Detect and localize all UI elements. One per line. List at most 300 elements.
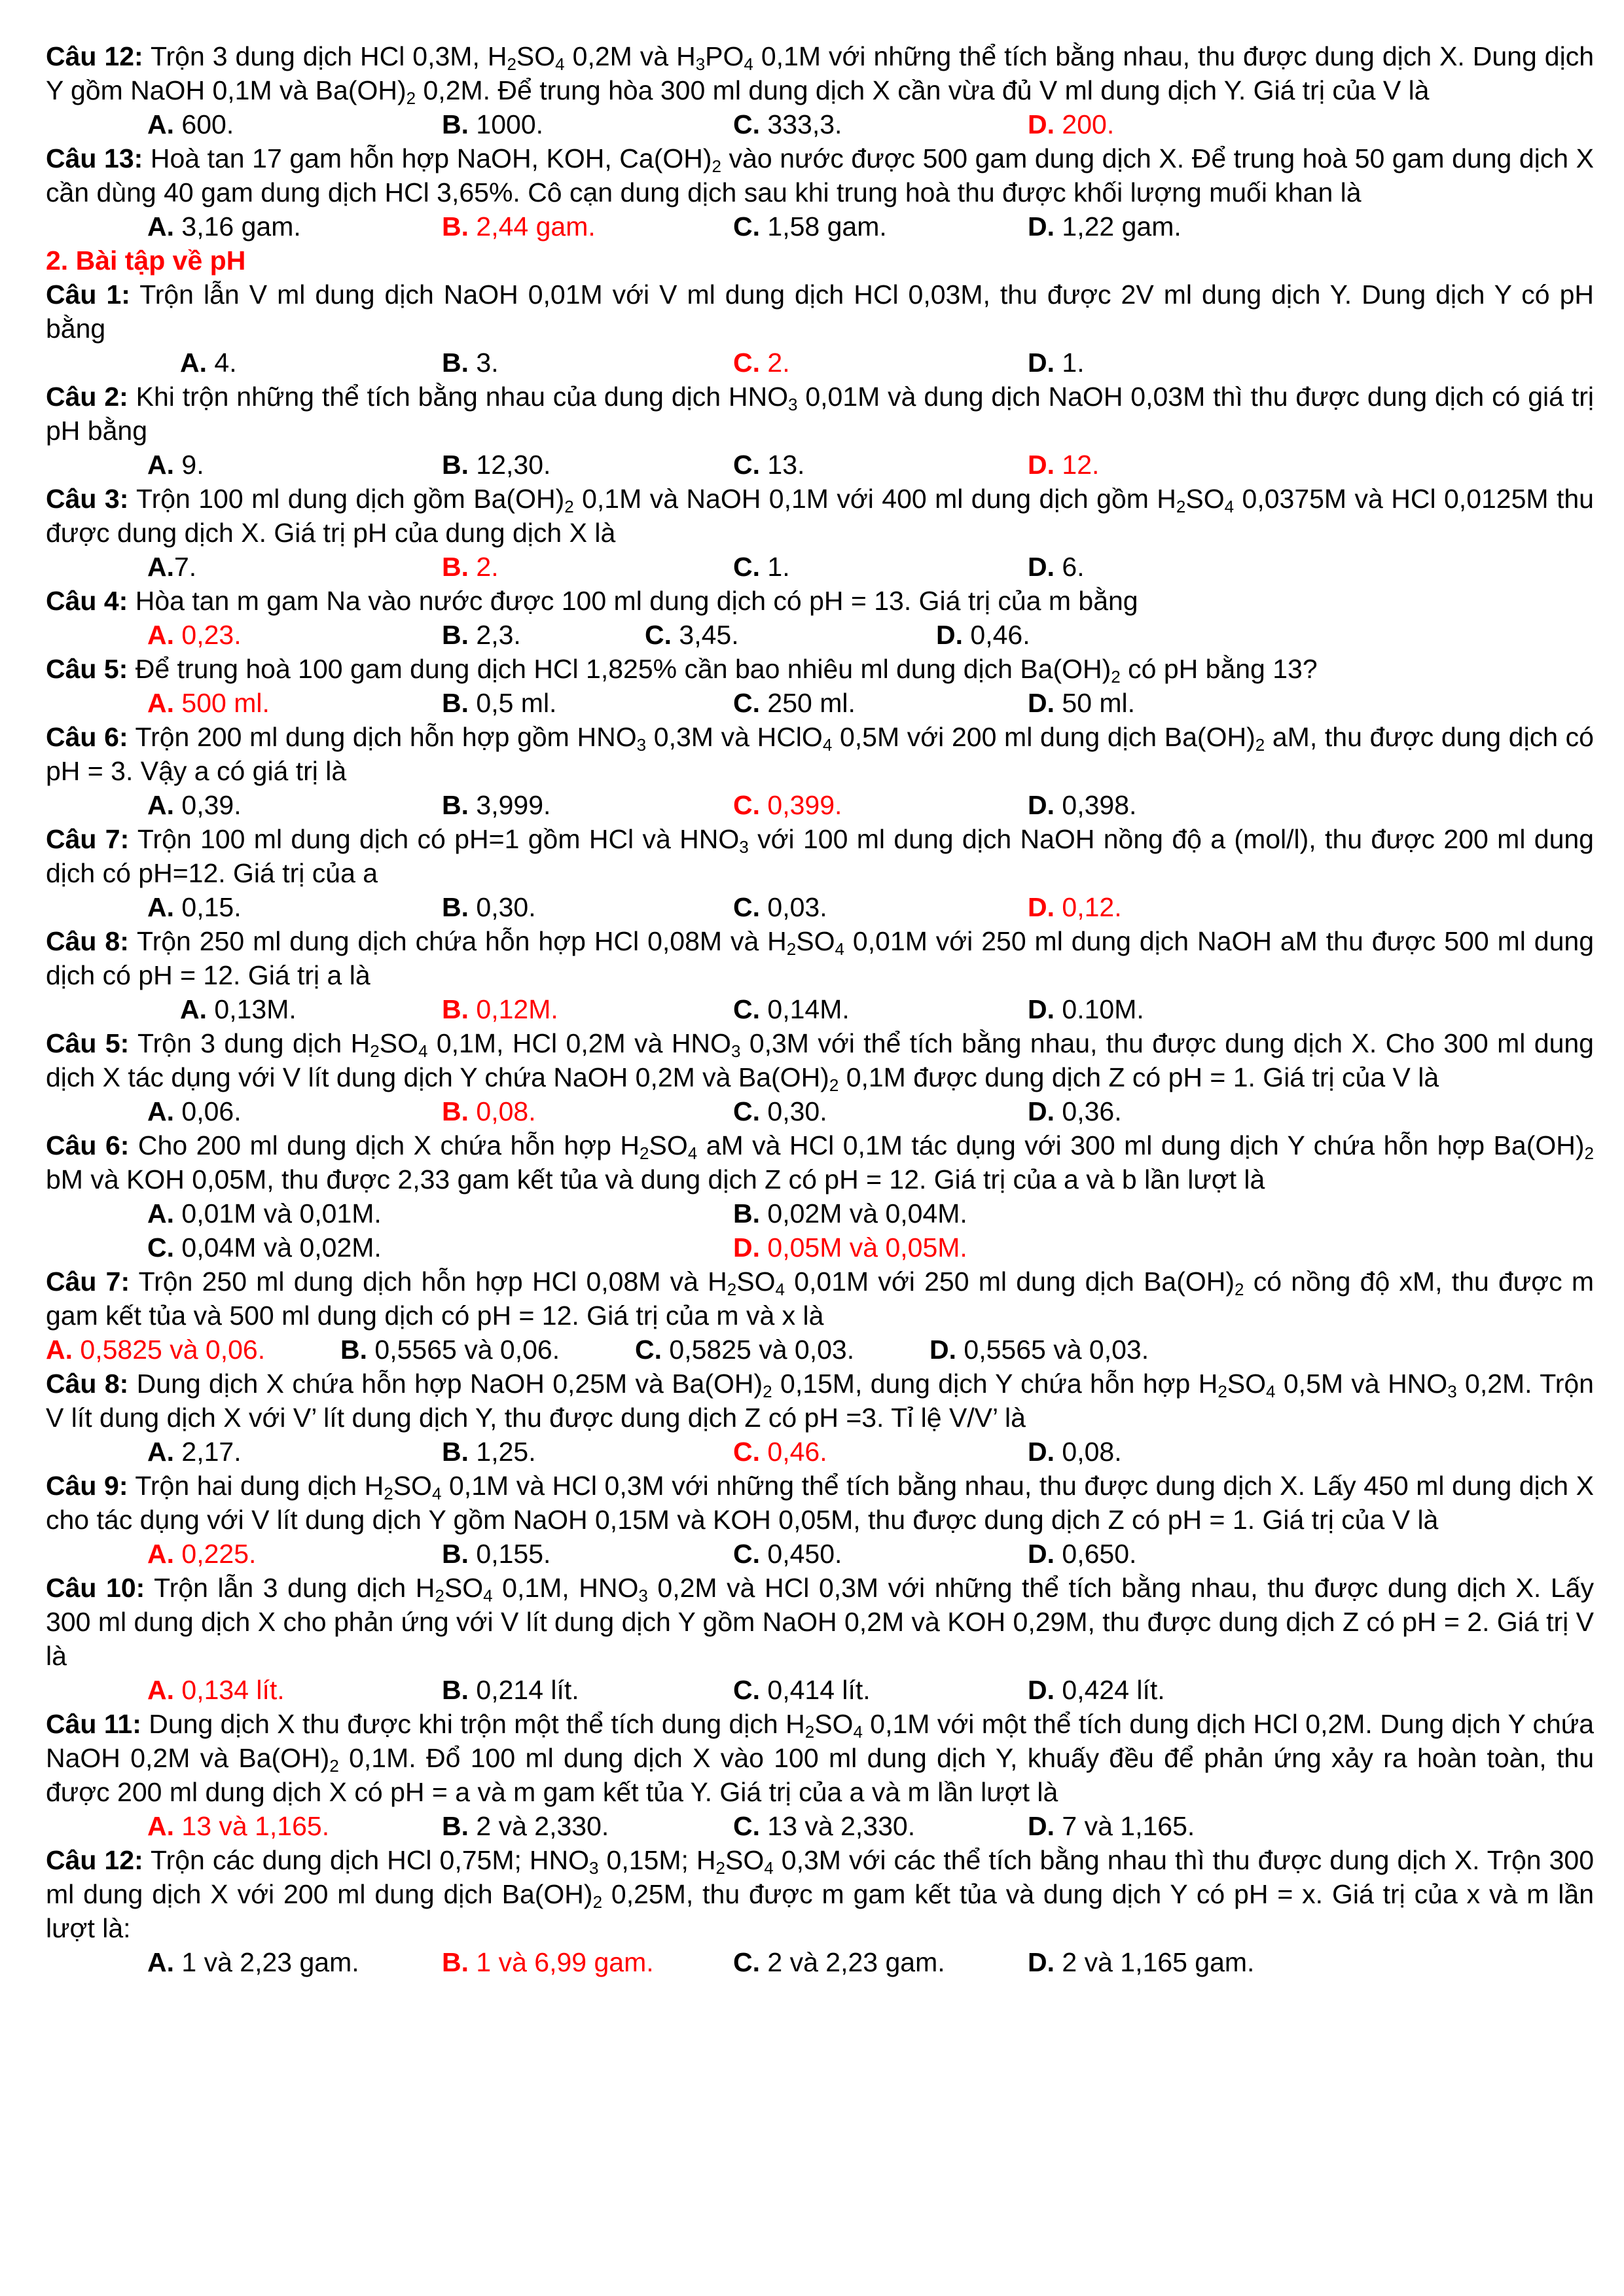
option-text: 13. (767, 450, 805, 480)
answer-option-b (442, 788, 550, 822)
answer-option-d (1028, 1809, 1195, 1843)
answer-option-a (147, 890, 242, 924)
option-text: 1. (767, 552, 790, 582)
answer-option-d (936, 618, 1030, 652)
option-text: 2 và 2,23 gam. (767, 1947, 945, 1977)
answer-option-d (1028, 686, 1135, 720)
answer-option-a (147, 107, 234, 141)
option-letter: C. (733, 552, 760, 582)
answer-option-a (147, 618, 242, 652)
option-letter: B. (442, 348, 469, 378)
answer-option-d (733, 1230, 967, 1265)
answer-option-c (733, 448, 804, 482)
option-letter: B. (442, 211, 469, 242)
answer-option-d (1028, 1945, 1254, 1979)
option-text: 0,214 lít. (476, 1675, 579, 1705)
option-text: 0.10M. (1062, 994, 1144, 1024)
option-letter: B. (442, 892, 469, 922)
question-stem (46, 1026, 1594, 1094)
question-text: Dung dịch X chứa hỗn hợp NaOH 0,25M và $Ba(OH)_2$ 0,15M, dung dịch Y chứa hỗn hợp $H_2SO_4$ 0,5M và $HNO_3$ 0,2M. Trộn V lít dung dịch X với V’ lít dung dịch Y, thu được dung dịch Z có pH =3. Tỉ lệ V/V’ là (46, 1369, 1594, 1433)
answer-option-b (442, 209, 596, 243)
answer-option-d (1028, 890, 1122, 924)
question-number: Câu 1: (46, 279, 130, 310)
option-letter: B. (442, 1096, 469, 1126)
question-number: Câu 5: (46, 654, 128, 684)
option-letter: C. (733, 211, 760, 242)
option-text: 2,17. (181, 1437, 242, 1467)
option-letter: D. (1028, 109, 1055, 139)
option-letter: D. (733, 1232, 760, 1263)
question-block (46, 482, 1594, 584)
answer-option-d (1028, 788, 1136, 822)
question-block (46, 1707, 1594, 1843)
option-letter: C. (645, 620, 672, 650)
option-letter: B. (442, 450, 469, 480)
option-letter: A. (147, 790, 174, 820)
question-text: Trộn 100 ml dung dịch có pH=1 gồm HCl và $HNO_3$ với 100 ml dung dịch NaOH nồng độ a (mol/l), thu được 200 ml dung dịch có pH=12. Giá trị của a (46, 824, 1594, 888)
option-text: 2,3. (476, 620, 521, 650)
option-text: 12. (1062, 450, 1100, 480)
option-text: 2 và 2,330. (476, 1811, 609, 1841)
answer-option-a (147, 1809, 329, 1843)
option-letter: A. (147, 1947, 174, 1977)
option-letter: D. (1028, 688, 1055, 718)
answer-option-c (733, 209, 887, 243)
option-text: 0,36. (1062, 1096, 1122, 1126)
options-row (46, 788, 1594, 822)
option-text: 13 và 1,165. (181, 1811, 330, 1841)
answer-option-b (442, 992, 558, 1026)
option-text: 0,12. (1062, 892, 1122, 922)
answer-option-c (733, 788, 842, 822)
question-text: Hòa tan m gam Na vào nước được 100 ml dung dịch có pH = 13. Giá trị của m bằng (135, 586, 1138, 616)
question-block (46, 1843, 1594, 1979)
answer-option-c (733, 992, 850, 1026)
option-letter: C. (733, 1811, 760, 1841)
option-text: 0,14M. (767, 994, 850, 1024)
question-block (46, 1367, 1594, 1469)
option-letter: D. (1028, 552, 1055, 582)
option-letter: D. (1028, 1539, 1055, 1569)
option-text: 250 ml. (767, 688, 856, 718)
options-row (46, 1945, 1594, 1979)
option-letter: A. (147, 1437, 174, 1467)
question-block (46, 1026, 1594, 1128)
question-text: Hoà tan 17 gam hỗn hợp NaOH, KOH, $Ca(OH)_2$ vào nước được 500 gam dung dịch X. Để trung hoà 50 gam dung dịch X cần dùng 40 gam dung dịch HCl 3,65%. Cô cạn dung dịch sau khi trung hoà thu được khối lượng muối khan là (46, 143, 1595, 207)
options-row (46, 448, 1594, 482)
question-text: Trộn 200 ml dung dịch hỗn hợp gồm $HNO_3$ 0,3M và HClO$_4$ 0,5M với 200 ml dung dịch $Ba(OH)_2$ aM, thu được dung dịch có pH = 3. Vậy a có giá trị là (46, 722, 1594, 786)
option-letter: A. (147, 109, 174, 139)
answer-option-b (340, 1333, 560, 1367)
option-letter: D. (1028, 892, 1055, 922)
question-number: Câu 9: (46, 1471, 128, 1501)
option-letter: C. (733, 109, 760, 139)
question-number: Câu 6: (46, 1130, 130, 1160)
options-row (46, 1435, 1594, 1469)
option-text: 0,225. (181, 1539, 257, 1569)
question-stem (46, 720, 1594, 788)
option-letter: B. (442, 109, 469, 139)
answer-option-b (442, 618, 521, 652)
option-letter: B. (442, 620, 469, 650)
options-row (46, 1333, 1594, 1367)
option-text: 2. (476, 552, 499, 582)
option-text: 7. (174, 552, 197, 582)
answer-option-a (147, 550, 196, 584)
answer-option-d (1028, 1673, 1165, 1707)
option-letter: D. (1028, 1811, 1055, 1841)
answer-option-a (147, 686, 270, 720)
question-number: Câu 4: (46, 586, 128, 616)
option-text: 0,06. (181, 1096, 242, 1126)
options-row (46, 1230, 1594, 1265)
option-letter: B. (442, 1811, 469, 1841)
answer-option-d (929, 1333, 1149, 1367)
question-number: Câu 10: (46, 1573, 145, 1603)
option-text: 7 và 1,165. (1062, 1811, 1195, 1841)
option-letter: B. (340, 1335, 367, 1365)
option-letter: A. (147, 1539, 174, 1569)
option-text: 1000. (476, 109, 544, 139)
option-letter: A. (147, 1096, 174, 1126)
option-letter: C. (733, 348, 760, 378)
question-stem (46, 1571, 1594, 1673)
question-text: Trộn 250 ml dung dịch hỗn hợp HCl 0,08M và $H_2SO_4$ 0,01M với 250 ml dung dịch $Ba(OH)_2$ có nồng độ xM, thu được m gam kết tủa và 500 ml dung dịch có pH = 12. Giá trị của m và x là (46, 1266, 1594, 1331)
option-text: 0,39. (181, 790, 242, 820)
option-letter: D. (1028, 450, 1055, 480)
option-letter: A. (147, 1675, 174, 1705)
option-text: 1,58 gam. (767, 211, 887, 242)
question-text: Để trung hoà 100 gam dung dịch HCl 1,825% cần bao nhiêu ml dung dịch $Ba(OH)_2$ có pH bằng 13? (135, 654, 1318, 687)
question-text: Trộn các dung dịch HCl 0,75M; $HNO_3$ 0,15M; $H_2SO_4$ 0,3M với các thể tích bằng nhau thì thu được dung dịch X. Trộn 300 ml dung dịch X với 200 ml dung dịch $Ba(OH)_2$ 0,25M, thu được m gam kết tủa và dung dịch Y có pH = x. Giá trị của x và m lần lượt là: (46, 1845, 1595, 1943)
answer-option-d (1028, 346, 1085, 380)
answer-option-b (442, 1809, 609, 1843)
option-text: 6. (1062, 552, 1085, 582)
option-text: 0,46. (970, 620, 1030, 650)
option-text: 0,08. (476, 1096, 536, 1126)
answer-option-c (733, 107, 842, 141)
question-number: Câu 12: (46, 1845, 143, 1875)
options-row (46, 1673, 1594, 1707)
question-block (46, 924, 1594, 1026)
option-text: 2. (767, 348, 790, 378)
question-number: Câu 2: (46, 382, 128, 412)
question-stem (46, 652, 1594, 686)
option-letter: D. (1028, 1947, 1055, 1977)
option-letter: C. (733, 1947, 760, 1977)
answer-option-c (733, 1945, 945, 1979)
answer-option-b (442, 686, 556, 720)
answer-option-d (1028, 992, 1144, 1026)
answer-option-a (147, 1196, 382, 1230)
option-letter: B. (442, 1539, 469, 1569)
option-text: 0,02M và 0,04M. (767, 1198, 967, 1229)
option-letter: B. (442, 1675, 469, 1705)
option-letter: D. (1028, 790, 1055, 820)
question-number: Câu 11: (46, 1709, 141, 1739)
question-number: Câu 7: (46, 824, 130, 854)
answer-option-a (180, 992, 297, 1026)
answer-option-c (733, 1094, 827, 1128)
question-text: Trộn lẫn 3 dung dịch $H_2SO_4$ 0,1M, $HNO_3$ 0,2M và HCl 0,3M với những thể tích bằng nhau, thu được dung dịch X. Lấy 300 ml dung dịch X cho phản ứng với V lít dung dịch Y gồm NaOH 0,2M và KOH 0,29M, thu được dung dịch Z có pH = 2. Giá trị V là (46, 1573, 1594, 1671)
option-text: 1,25. (476, 1437, 536, 1467)
options-row (46, 890, 1594, 924)
question-text: Trộn 100 ml dung dịch gồm $Ba(OH)_2$ 0,1M và NaOH 0,1M với 400 ml dung dịch gồm $H_2SO_4$ 0,0375M và HCl 0,0125M thu được dung dịch X. Giá trị pH của dung dịch X là (46, 484, 1594, 548)
question-text: Khi trộn những thể tích bằng nhau của dung dịch $HNO_3$ 0,01M và dung dịch NaOH 0,03M thì thu được dung dịch có giá trị pH bằng (46, 382, 1594, 446)
option-letter: D. (1028, 1096, 1055, 1126)
question-stem (46, 482, 1594, 550)
option-letter: D. (1028, 211, 1055, 242)
option-text: 500 ml. (181, 688, 270, 718)
answer-option-c (733, 686, 856, 720)
options-row (46, 1094, 1594, 1128)
option-text: 2,44 gam. (476, 211, 596, 242)
option-text: 1. (1062, 348, 1085, 378)
answer-option-a (147, 1094, 242, 1128)
options-row (46, 346, 1594, 380)
option-letter: B. (442, 552, 469, 582)
option-text: 0,13M. (214, 994, 297, 1024)
question-text: Cho 200 ml dung dịch X chứa hỗn hợp $H_2SO_4$ aM và HCl 0,1M tác dụng với 300 ml dung dịch Y chứa hỗn hợp $Ba(OH)_2$ bM và KOH 0,05M, thu được 2,33 gam kết tủa và dung dịch Z có pH = 12. Giá trị của a và b lần lượt là (46, 1130, 1594, 1194)
answer-option-a (147, 1435, 242, 1469)
answer-option-a (147, 1537, 256, 1571)
question-stem (46, 1367, 1594, 1435)
option-letter: C. (733, 790, 760, 820)
answer-option-d (1028, 550, 1085, 584)
option-letter: A. (147, 211, 174, 242)
option-text: 0,46. (767, 1437, 827, 1467)
option-letter: A. (147, 552, 174, 582)
option-text: 3,16 gam. (181, 211, 301, 242)
option-letter: A. (147, 1198, 174, 1229)
question-block (46, 822, 1594, 924)
option-letter: B. (442, 1947, 469, 1977)
options-row (46, 618, 1594, 652)
question-text: Trộn 3 dung dịch HCl 0,3M, $H_2SO_4$ 0,2M và $H_3PO_4$ 0,1M với những thể tích bằng nhau, thu được dung dịch X. Dung dịch Y gồm NaOH 0,1M và $Ba(OH)_2$ 0,2M. Để trung hòa 300 ml dung dịch X cần vừa đủ V ml dung dịch Y. Giá trị của V là (46, 41, 1595, 108)
question-stem (46, 1128, 1594, 1196)
option-text: 0,450. (767, 1539, 842, 1569)
question-block (46, 652, 1594, 720)
option-text: 0,5 ml. (476, 688, 557, 718)
answer-option-c (733, 1435, 827, 1469)
answer-option-a (147, 1945, 359, 1979)
option-text: 0,5825 và 0,06. (80, 1335, 266, 1365)
question-number: Câu 8: (46, 926, 129, 956)
option-letter: A. (147, 450, 174, 480)
question-block (46, 1265, 1594, 1367)
answer-option-d (1028, 209, 1182, 243)
option-text: 0,134 lít. (181, 1675, 285, 1705)
option-text: 0,04M và 0,02M. (181, 1232, 382, 1263)
question-text: Trộn 3 dung dịch $H_2SO_4$ 0,1M, HCl 0,2M và $HNO_3$ 0,3M với thể tích bằng nhau, thu được dung dịch X. Cho 300 ml dung dịch X tác dụng với V lít dung dịch Y chứa NaOH 0,2M và $Ba(OH)_2$ 0,1M được dung dịch Z có pH = 1. Giá trị của V là (46, 1028, 1594, 1095)
option-letter: A. (147, 1811, 174, 1841)
option-letter: C. (733, 1437, 760, 1467)
answer-option-b (442, 1094, 536, 1128)
question-stem (46, 1469, 1594, 1537)
option-letter: C. (733, 1096, 760, 1126)
option-text: 0,05M và 0,05M. (767, 1232, 967, 1263)
question-number: Câu 5: (46, 1028, 130, 1058)
question-block (46, 1571, 1594, 1707)
option-text: 12,30. (476, 450, 551, 480)
option-text: 0,30. (476, 892, 536, 922)
question-stem (46, 1265, 1594, 1333)
options-row (46, 686, 1594, 720)
options-row (46, 550, 1594, 584)
answer-option-b (733, 1196, 967, 1230)
options-row (46, 1196, 1594, 1230)
question-text: Dung dịch X thu được khi trộn một thể tích dung dịch $H_2SO_4$ 0,1M với một thể tích dung dịch HCl 0,2M. Dung dịch Y chứa NaOH 0,2M và $Ba(OH)_2$ 0,1M. Đổ 100 ml dung dịch X vào 100 ml dung dịch Y, khuấy đều để phản ứng xảy ra hoàn toàn, thu được 200 ml dung dịch X có pH = a và m gam kết tủa Y. Giá trị của a và m lần lượt là (46, 1709, 1595, 1807)
option-letter: A. (180, 348, 207, 378)
answer-option-a (147, 1673, 285, 1707)
answer-option-b (442, 448, 550, 482)
answer-option-a (147, 209, 301, 243)
option-text: 50 ml. (1062, 688, 1136, 718)
question-block (46, 1469, 1594, 1571)
answer-option-c (733, 550, 790, 584)
option-text: 3,45. (679, 620, 739, 650)
option-text: 0,650. (1062, 1539, 1137, 1569)
option-letter: D. (1028, 348, 1055, 378)
option-text: 0,12M. (476, 994, 558, 1024)
question-text: Trộn hai dung dịch $H_2SO_4$ 0,1M và HCl 0,3M với những thể tích bằng nhau, thu được dung dịch X. Lấy 450 ml dung dịch X cho tác dụng với V lít dung dịch Y gồm NaOH 0,15M và KOH 0,05M, thu được dung dịch Z có pH = 1. Giá trị của V là (46, 1471, 1595, 1535)
answer-option-b (442, 1673, 579, 1707)
question-number: Câu 3: (46, 484, 129, 514)
option-letter: A. (147, 892, 174, 922)
answer-option-a (180, 346, 237, 380)
answer-option-d (1028, 1435, 1122, 1469)
option-text: 9. (181, 450, 204, 480)
option-letter: C. (733, 450, 760, 480)
option-text: 13 và 2,330. (767, 1811, 916, 1841)
question-block (46, 380, 1594, 482)
question-block (46, 278, 1594, 380)
answer-option-b (442, 1435, 536, 1469)
question-block (46, 720, 1594, 822)
option-text: 0,398. (1062, 790, 1137, 820)
option-letter: B. (442, 994, 469, 1024)
answer-option-b (442, 890, 536, 924)
question-stem (46, 39, 1594, 107)
answer-option-c (733, 1673, 871, 1707)
option-text: 0,155. (476, 1539, 551, 1569)
answer-option-c (645, 618, 739, 652)
option-letter: D. (1028, 1437, 1055, 1467)
option-text: 0,414 lít. (767, 1675, 871, 1705)
question-text: Trộn lẫn V ml dung dịch NaOH 0,01M với V ml dung dịch HCl 0,03M, thu được 2V ml dung dịch Y. Dung dịch Y có pH bằng (46, 279, 1594, 344)
answer-option-a (46, 1333, 265, 1367)
question-text: Trộn 250 ml dung dịch chứa hỗn hợp HCl 0,08M và $H_2SO_4$ 0,01M với 250 ml dung dịch NaOH aM thu được 500 ml dung dịch có pH = 12. Giá trị a là (46, 926, 1594, 990)
option-letter: D. (1028, 1675, 1055, 1705)
option-text: 0,30. (767, 1096, 827, 1126)
options-row (46, 992, 1594, 1026)
question-stem (46, 380, 1594, 448)
question-stem (46, 1843, 1594, 1945)
question-number: Câu 13: (46, 143, 143, 173)
answer-option-d (1028, 107, 1114, 141)
options-row (46, 209, 1594, 243)
option-letter: B. (733, 1198, 760, 1229)
answer-option-b (442, 1537, 550, 1571)
option-text: 0,01M và 0,01M. (181, 1198, 382, 1229)
option-text: 3. (476, 348, 499, 378)
option-text: 0,08. (1062, 1437, 1122, 1467)
question-stem (46, 822, 1594, 890)
option-text: 0,424 lít. (1062, 1675, 1165, 1705)
option-text: 1,22 gam. (1062, 211, 1182, 242)
option-letter: B. (442, 1437, 469, 1467)
option-letter: D. (1028, 994, 1055, 1024)
question-block (46, 39, 1594, 141)
option-letter: A. (180, 994, 207, 1024)
option-letter: C. (733, 994, 760, 1024)
document-page (46, 39, 1594, 1979)
option-letter: D. (936, 620, 963, 650)
answer-option-d (1028, 1537, 1136, 1571)
answer-option-c (733, 1537, 842, 1571)
options-row (46, 1537, 1594, 1571)
answer-option-c (733, 346, 790, 380)
option-letter: A. (46, 1335, 73, 1365)
option-text: 200. (1062, 109, 1115, 139)
question-number: Câu 7: (46, 1266, 130, 1297)
option-text: 0,5825 và 0,03. (669, 1335, 855, 1365)
question-number: Câu 8: (46, 1369, 129, 1399)
options-row (46, 1809, 1594, 1843)
answer-option-c (733, 890, 827, 924)
question-stem (46, 584, 1594, 618)
answer-option-d (1028, 448, 1099, 482)
option-letter: C. (733, 1539, 760, 1569)
option-text: 1 và 2,23 gam. (181, 1947, 359, 1977)
question-block (46, 141, 1594, 243)
answer-option-b (442, 1945, 654, 1979)
option-letter: A. (147, 620, 174, 650)
question-stem (46, 278, 1594, 346)
option-letter: C. (733, 688, 760, 718)
answer-option-b (442, 550, 499, 584)
option-text: 0,23. (181, 620, 242, 650)
answer-option-d (1028, 1094, 1122, 1128)
option-text: 3,999. (476, 790, 551, 820)
options-row (46, 107, 1594, 141)
question-stem (46, 924, 1594, 992)
option-letter: A. (147, 688, 174, 718)
option-letter: C. (733, 892, 760, 922)
option-text: 0,5565 và 0,03. (964, 1335, 1149, 1365)
option-letter: C. (733, 1675, 760, 1705)
option-letter: B. (442, 688, 469, 718)
question-block (46, 584, 1594, 652)
answer-option-b (442, 107, 543, 141)
option-text: 0,399. (767, 790, 842, 820)
option-text: 600. (181, 109, 234, 139)
question-number: Câu 12: (46, 41, 143, 71)
question-block (46, 1128, 1594, 1265)
option-letter: C. (635, 1335, 662, 1365)
option-text: 0,5565 và 0,06. (374, 1335, 560, 1365)
answer-option-c (147, 1230, 382, 1265)
option-text: 0,03. (767, 892, 827, 922)
option-text: 2 và 1,165 gam. (1062, 1947, 1255, 1977)
option-text: 4. (214, 348, 237, 378)
option-text: 0,15. (181, 892, 242, 922)
answer-option-a (147, 788, 242, 822)
answer-option-c (733, 1809, 915, 1843)
option-text: 333,3. (767, 109, 842, 139)
answer-option-b (442, 346, 499, 380)
section-heading: 2. Bài tập về pH (46, 245, 246, 276)
